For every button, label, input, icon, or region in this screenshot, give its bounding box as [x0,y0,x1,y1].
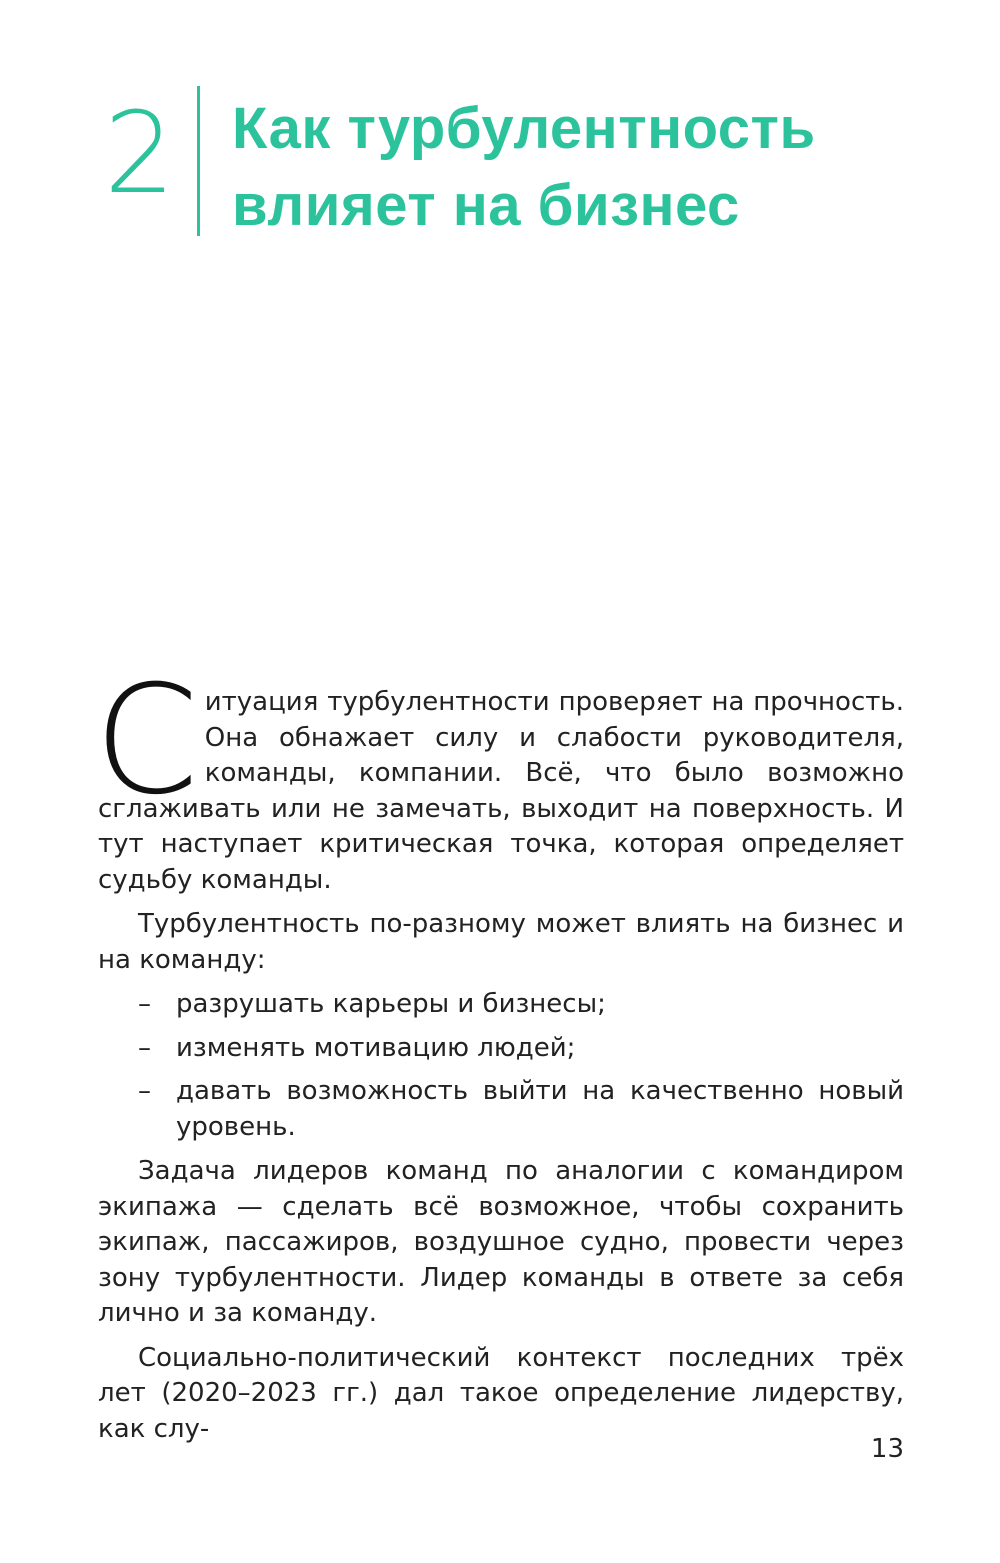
chapter-title-line-1: Как турбулентность [232,96,816,161]
list-item: – изменять мотивацию людей; [98,1031,904,1067]
list-item: – давать возможность выйти на качественно новый уровень. [138,1076,904,1142]
paragraph-effects: Турбулентность по-разному может влиять на бизнес и на команду: [98,909,904,975]
chapter-title [232,90,816,244]
body-text [94,654,904,1456]
page-number: 13 [870,1434,904,1464]
list-item: – разрушать карьеры и бизнесы; [98,987,904,1023]
drop-cap: С [94,654,199,828]
paragraph-leaders: Задача лидеров команд по аналогии с командиром экипажа — сделать всё возможное, чтобы сохранить экипаж, пассажиров, воздушное судно, провести через зону турбулентности. Лидер команды в ответе за себя лично и за команду. [98,1156,904,1328]
chapter-number: 2 [104,89,176,219]
paragraph-context: Социально-политический контекст последних трёх лет (2020–2023 гг.) дал такое определение лидерству, как слу- [98,1342,904,1444]
bullet-dash: – [138,1032,151,1063]
bullet-dash: – [138,1076,151,1106]
effects-list [98,987,904,1145]
intro-paragraph [94,654,904,898]
chapter-header [100,84,920,244]
chapter-title-line-2: влияет на бизнес [232,173,740,238]
intro-text: итуация турбулентности проверяет на прочность. Она обнажает силу и слабости руководителя, команды, компании. Всё, что было возможно сглаживать или не замечать, выходит на поверхность. И тут наступает критическая точка, которая определяет судьбу команды. [98,687,904,895]
chapter-divider [197,86,200,236]
bullet-dash: – [138,989,151,1019]
